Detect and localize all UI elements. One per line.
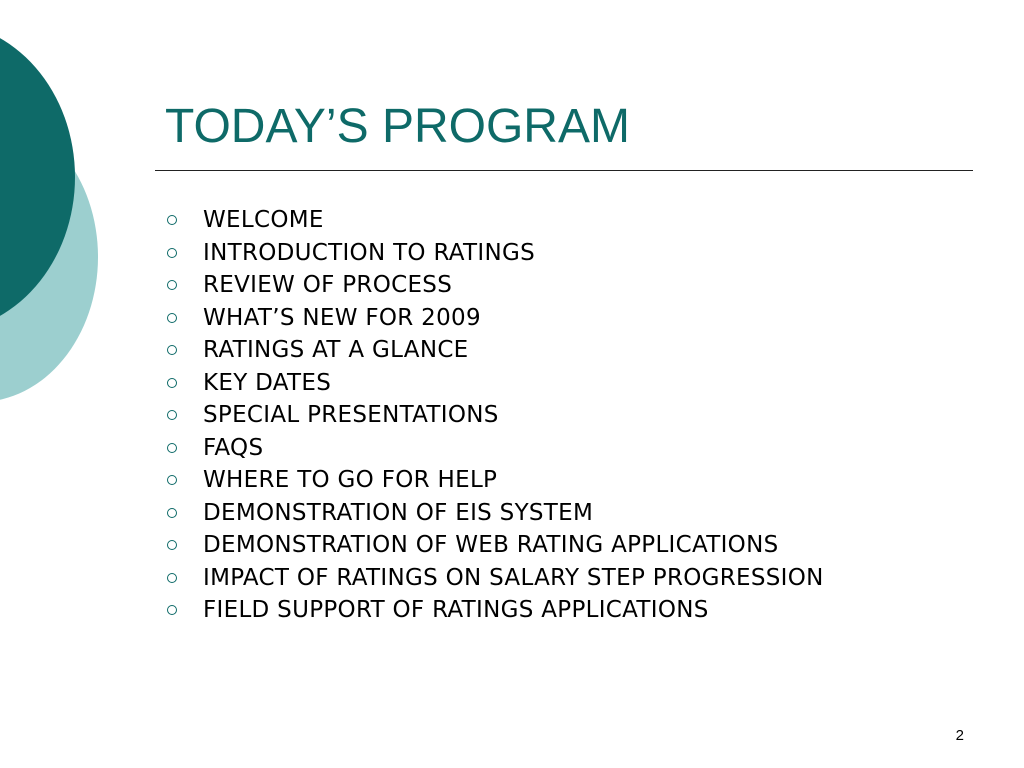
hollow-circle-bullet-icon <box>167 410 177 420</box>
title-divider <box>155 170 973 171</box>
list-item-text: REVIEW OF PROCESS <box>203 272 453 299</box>
hollow-circle-bullet-icon <box>167 378 177 388</box>
list-item <box>165 399 824 432</box>
list-item-text: DEMONSTRATION OF EIS SYSTEM <box>203 499 594 526</box>
list-item <box>165 432 824 465</box>
hollow-circle-bullet-icon <box>167 248 177 258</box>
list-item <box>165 302 824 335</box>
hollow-circle-bullet-icon <box>167 540 177 550</box>
hollow-circle-bullet-icon <box>167 280 177 290</box>
list-item-text: INTRODUCTION TO RATINGS <box>203 239 535 266</box>
list-item-text: WELCOME <box>203 207 324 234</box>
slide-number: 2 <box>955 727 964 744</box>
list-item <box>165 497 824 530</box>
hollow-circle-bullet-icon <box>167 215 177 225</box>
list-item-text: WHERE TO GO FOR HELP <box>203 467 498 494</box>
list-item <box>165 204 824 237</box>
list-item-text: FAQS <box>203 434 264 461</box>
hollow-circle-bullet-icon <box>167 345 177 355</box>
hollow-circle-bullet-icon <box>167 605 177 615</box>
list-item <box>165 269 824 302</box>
list-item-text: FIELD SUPPORT OF RATINGS APPLICATIONS <box>203 597 709 624</box>
list-item <box>165 367 824 400</box>
list-item <box>165 562 824 595</box>
hollow-circle-bullet-icon <box>167 313 177 323</box>
list-item <box>165 334 824 367</box>
list-item <box>165 237 824 270</box>
agenda-list <box>165 204 824 627</box>
list-item-text: DEMONSTRATION OF WEB RATING APPLICATIONS <box>203 532 779 559</box>
list-item-text: IMPACT OF RATINGS ON SALARY STEP PROGRESSION <box>203 564 824 591</box>
hollow-circle-bullet-icon <box>167 508 177 518</box>
hollow-circle-bullet-icon <box>167 573 177 583</box>
hollow-circle-bullet-icon <box>167 475 177 485</box>
list-item-text: KEY DATES <box>203 369 332 396</box>
list-item-text: WHAT’S NEW FOR 2009 <box>203 304 481 331</box>
list-item <box>165 594 824 627</box>
hollow-circle-bullet-icon <box>167 443 177 453</box>
list-item-text: RATINGS AT A GLANCE <box>203 337 469 364</box>
list-item-text: SPECIAL PRESENTATIONS <box>203 402 499 429</box>
slide-title: TODAY’S PROGRAM <box>165 100 630 153</box>
list-item <box>165 464 824 497</box>
list-item <box>165 529 824 562</box>
